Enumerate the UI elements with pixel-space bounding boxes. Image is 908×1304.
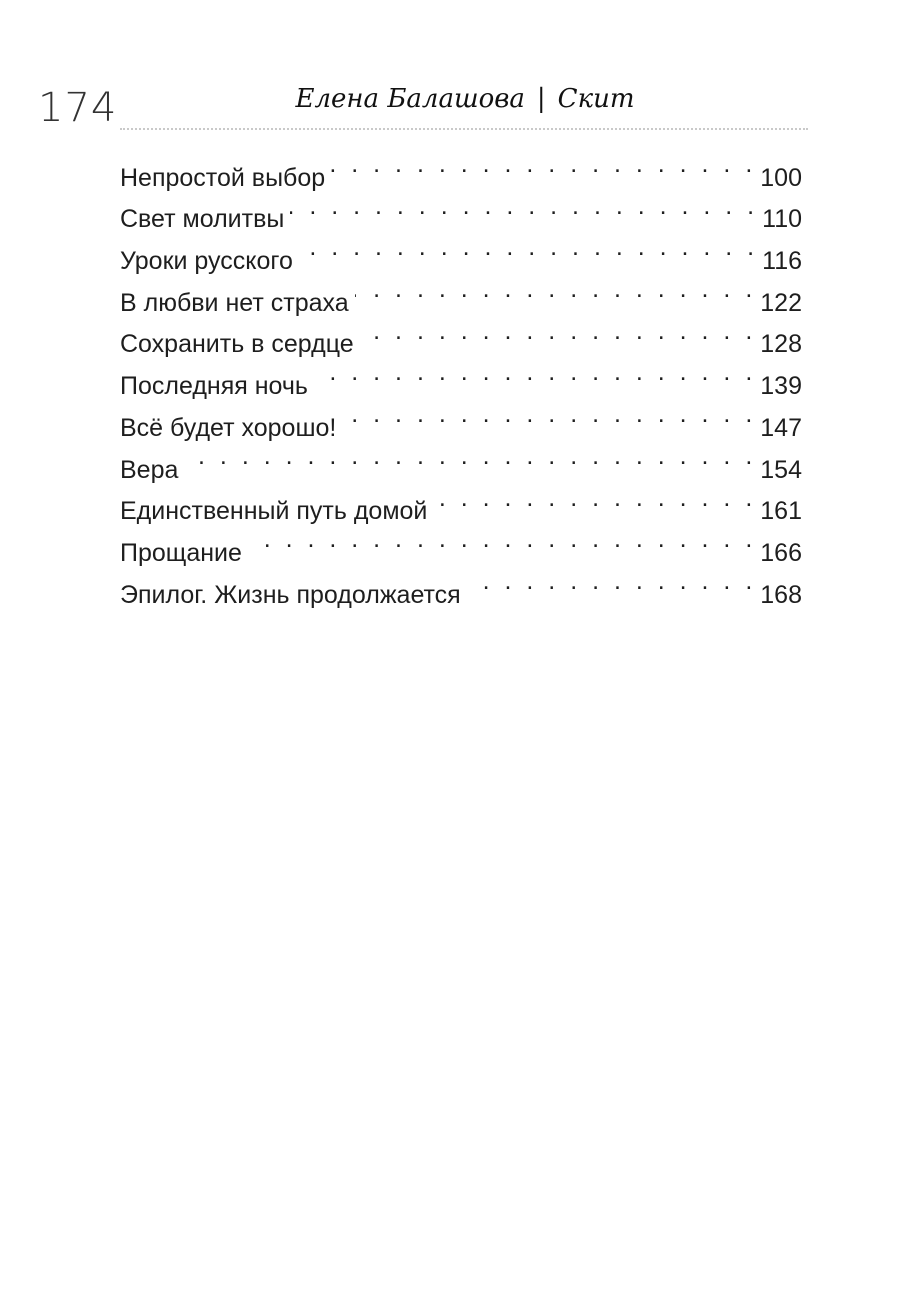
running-head (120, 84, 810, 115)
toc-entry[interactable] (120, 144, 802, 192)
toc-entry-page: 110 (762, 205, 802, 234)
toc-entry-title: Прощание (120, 538, 242, 567)
toc-dot-leader (290, 186, 758, 228)
toc-entry-page: 128 (760, 330, 802, 359)
toc-dot-leader (433, 478, 756, 520)
toc-dot-leader (314, 352, 756, 394)
toc-entry-title: Вера (120, 455, 179, 484)
toc-entry-page: 168 (760, 580, 802, 609)
toc-entry-page: 166 (760, 538, 802, 567)
toc-entry[interactable] (120, 436, 802, 484)
toc-dot-leader (355, 269, 757, 311)
toc-entry-title: В любви нет страха (120, 288, 349, 317)
toc-entry-page: 139 (760, 372, 802, 401)
toc-dot-leader (331, 144, 756, 186)
toc-dot-leader (467, 561, 757, 603)
toc-entry-title: Сохранить в сердце (120, 330, 354, 359)
toc-entry-page: 161 (760, 497, 802, 526)
header-separator: | (536, 84, 546, 114)
toc-entry-page: 147 (760, 413, 802, 442)
toc-entry-title: Уроки русского (120, 247, 293, 276)
toc-entry-page: 100 (760, 163, 802, 192)
header-dotted-rule (120, 128, 808, 130)
toc-entry-title: Последняя ночь (120, 372, 308, 401)
table-of-contents (120, 144, 802, 609)
toc-dot-leader (360, 311, 757, 353)
toc-entry-title: Единственный путь домой (120, 497, 428, 526)
page-number: 174 (38, 85, 118, 131)
toc-dot-leader (248, 519, 756, 561)
toc-entry-title: Свет молитвы (120, 205, 285, 234)
toc-entry-page: 116 (762, 247, 802, 276)
author-name: Елена Балашова (295, 84, 525, 114)
toc-entry-title: Непростой выбор (120, 163, 326, 192)
toc-entry-page: 154 (760, 455, 802, 484)
toc-entry-page: 122 (760, 288, 802, 317)
toc-dot-leader (184, 436, 756, 478)
toc-entry-title: Эпилог. Жизнь продолжается (120, 580, 461, 609)
toc-dot-leader (299, 227, 758, 269)
toc-entry-title: Всё будет хорошо! (120, 413, 337, 442)
book-title: Скит (557, 84, 635, 114)
toc-dot-leader (342, 394, 756, 436)
toc-entry[interactable] (120, 478, 802, 526)
